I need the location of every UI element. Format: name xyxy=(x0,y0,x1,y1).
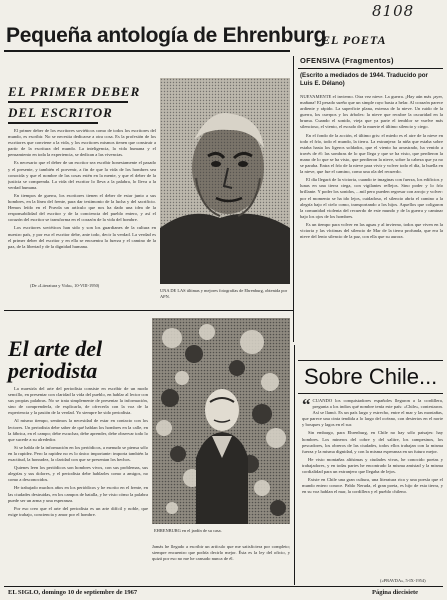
column-divider xyxy=(293,56,294,342)
article3-body xyxy=(302,398,443,578)
article2-paragraph: Por eso creo que el arte del periodista es un arte difícil y noble, que exige trabajo, conciencia y amor por el hombre. xyxy=(8,505,148,517)
article2-paragraph: Al mismo tiempo, sentimos la necesidad de estar en contacto con los lectores. Un periodista debe saber de qué hablan los hombres en la calle, en la fábrica, en el campo; debe escuchar, debe aprender, debe observar todo lo que sucede a su alrededor. xyxy=(8,418,148,442)
poem-stanza: NUEVAMENTE el invierno. Otra vez nieve. La guerra. ¡Hay aún más ¡ayer, mañana! El pesado sueño que un simple rayo basta a helar. Al corazón parece ardiente y rápido. La superficie plana, extensa de la nieve. Un ruido de la guerra, los cuerpos y los árboles: la nieve que recubre la oscuridad en la bruma. Cuando el sonido, vieja que ya parte el temblor se vuelve más silencioso, el viento, el escudo de la muerte el último silencio y ciego. xyxy=(300,94,443,130)
ehrenburg-portrait-photo xyxy=(160,78,290,284)
poem-stanza: El día llegará de la victoria, cuando te imaginas con fuerza, los edificios y lunas en una tierra ciega, con vigilantes reflejos. Sino poder y lo frío brillante. Y poder los sonidos, ...mil pero pueden regresar con arrojo y volver: por el momento se ha ido lejos, cuidadoso, el silencio abría el camino a la alegría bajo el cielo como, transportando a los hijos. Aquellos que coligaron la comunidad violenta del recuerdo de este mundo y de la guerra y caminar bajo los ojos de los hombres. xyxy=(300,177,443,219)
article2-title-line2: periodista xyxy=(8,358,98,383)
article3-paragraph: Sin embargo, para Ehrenburg, en Chile no hay sólo paisajes: hay hombres. Los mineros del cobre y del salitre, los campesinos, los pescadores, los obreros de las ciudades, todos ellos trabajan con la misma fuerza y la misma dignidad, y con la misma esperanza en un futuro mejor. xyxy=(302,430,443,454)
article2-paragraph: Si se habla de la información en los periódicos, a menudo se piensa sólo en la rapidez. Pero la rapidez no es lo único importante: importa también la exactitud, la honradez, la claridad con que se presentan los hechos. xyxy=(8,444,148,463)
article2-body xyxy=(8,386,148,582)
article1-body xyxy=(8,128,156,278)
article1-header-line1: EL PRIMER DEBER xyxy=(8,84,141,99)
article1-header-underline xyxy=(8,101,128,103)
article3-source: («PRAVDA», 5-IX-1954) xyxy=(380,578,426,583)
article1-header-line2: DEL ESCRITOR xyxy=(8,105,113,120)
column-divider xyxy=(294,345,295,585)
article2-paragraph: Quienes leen los periódicos son hombres vivos, con sus problemas, sus alegrías y sus dolores, y el periodista debe hablarles como a amigos, no como a desconocidos. xyxy=(8,465,148,483)
poem-header: EL POETA xyxy=(322,33,387,47)
article2-paragraph: He trabajado muchos años en los periódicos y he escrito en el frente, en las ciudades destruidas, en los campos de batalla, y he visto cómo la palabra puede ser un arma y una esperanza. xyxy=(8,485,148,503)
footer-page-number: Página diecisiete xyxy=(372,589,419,596)
poem-subtitle: OFENSIVA (Fragmentos) xyxy=(300,56,394,65)
footer-dateline: EL SIGLO, domingo 10 de septiembre de 1967 xyxy=(8,589,138,596)
title-rule xyxy=(4,50,290,52)
article2-title-line1: El arte del xyxy=(8,336,103,361)
article1-paragraph: Los escritores soviéticos han sido y son los guardianes de la cultura en nuestro país, y por eso el escritor debe, ante todo, decir la verdad. La verdad es el primer deber del escritor y en ella se encuentra la fuerza y el camino de la paz, de la libertad y de la dignidad humana. xyxy=(8,225,156,249)
article1-paragraph: El primer deber de los escritores soviéticos como de todos los escritores del mundo, es escribir. No se necesita dedicarse a otra cosa. Es la profesión de los escritores que conviene a la vida, y los escritores mismos tienen que construir a partir de la escritura del mundo. La inteligencia, la vida humana y el pensamiento en toda la experiencia, se dedican a las vivencias. xyxy=(8,128,156,158)
article3-paragraph: He visto montañas altísimas y ciudades vivas, he conocido poetas y trabajadores, y en todas partes he encontrado la misma amistad y la misma cordialidad para un extranjero que llegaba de lejos. xyxy=(302,456,443,475)
footer-rule xyxy=(4,586,443,587)
handwritten-number: 8108 xyxy=(372,2,415,20)
article3-paragraph-text: CUANDO los conquistadores españoles llegaron a la cordillera, pregunta a los indios qué nombre tenía este país: «Chile», contestaron. Así se llamó. Es un país largo y estrecho, entre el mar y las montañas, que parece una cinta tendida a lo largo del océano, con desiertos en el norte y bosques y lagos en el sur. xyxy=(302,398,443,428)
article2-photo-caption: EHRENBURG en el jardín de su casa. xyxy=(154,528,222,533)
article3-paragraph xyxy=(302,398,443,428)
article1-paragraph: En tiempos de guerra, los escritores tienen el deber de estar junto a sus hombres, en la línea del frente, para dar testimonio de la lucha y del sacrificio. Hemos leído en el Pravda un artículo que nos ha dado una idea de la responsabilidad del escritor y de la conciencia del pueblo entero, y así el corazón del escritor se transforma en el corazón de la vida del hombre. xyxy=(8,192,156,223)
article1-paragraph: Es necesario que el deber de un escritor sea escribir honestamente el pasado y el presente, y también el porvenir, a fin de que la vida de los hombres sea conocida y que el nombre de las cosas estén en la mente, y que el deber de la justicia se comprenda. La vida del escritor lo lleva a la palabra, lo lleva a la verdad humana. xyxy=(8,160,156,190)
article1-photo-caption: UNA DE LAS últimas y mejores fotografías de Ehrenburg, obtenida por APN. xyxy=(160,288,288,299)
poem-note: (Escrito a mediados de 1944. Traducido por Luis E. Délano) xyxy=(300,72,428,87)
article3-paragraph: Existe en Chile una gran cultura, una literatura rica y una poesía que el mundo entero conoce. Pablo Neruda, el gran poeta, es hijo de esta tierra, y en su voz hablan el mar, la cordillera y el pueblo chileno. xyxy=(302,477,443,495)
poem-rule xyxy=(298,68,443,69)
chile-top-rule xyxy=(298,360,443,361)
article1-header-underline xyxy=(8,122,98,124)
article3-title: Sobre Chile... xyxy=(304,364,438,389)
article1-source: (De «Literatura y Vida», 10-VIII-1950) xyxy=(30,283,100,288)
section-rule xyxy=(4,310,293,311)
poem-stanza: Es un tiempo para volver en las aguas y al invierno, todos que viven en la victoria y las víctimas del silencio de Mar de la tierra profunda, que era la nieve del lento silencio de la paz, con ella que su aurora. xyxy=(300,221,443,240)
article2-paragraph: La maestría del arte del periodista consiste en escribir de un modo sencillo, en presentar con claridad la vida del pueblo, en hablar al lector con sus propias palabras. No se trata simplemente de presentar la información, sino de comprenderla, de explicarla, de ofrecerla con la voz de la experiencia y la pasión de la verdad. Yo siempre he sido periodista. xyxy=(8,386,148,416)
page-title: Pequeña antología de Ehrenburg xyxy=(6,24,327,47)
dropcap-quote: “ xyxy=(302,398,311,414)
article2-lower-text xyxy=(152,544,290,582)
chile-bottom-rule xyxy=(298,393,443,394)
poem-stanza: En el fondo de la acción, el último gris: el miedo es el aire de la nieve en todo el frío, todo el mundo, la tierra. La extranjera: la niña que estaba sobre estaba hasta los ligeros soldados, que el viento ha arrastrado, ha venido a través de él: las sombras de lo que llega y que se ha visto, que perdieron la mano de lo que se ha visto, que perdieron la nieve, sobre la cabeza que ya no se paraba. Entra el frío de la nieve para vivir y volver todo el día, la huella en la nieve, que fue el camino, como una ola del recuerdo. xyxy=(300,132,443,175)
ehrenburg-garden-photo xyxy=(152,318,290,524)
article2-lower-paragraph: Jamás he llegado a escribir un artículo que me satisficiera por completo; siempre encuentro que podría decirlo mejor. Ésta es la ley del oficio, y quizá por eso no me he cansado nunca de él. xyxy=(152,544,290,562)
